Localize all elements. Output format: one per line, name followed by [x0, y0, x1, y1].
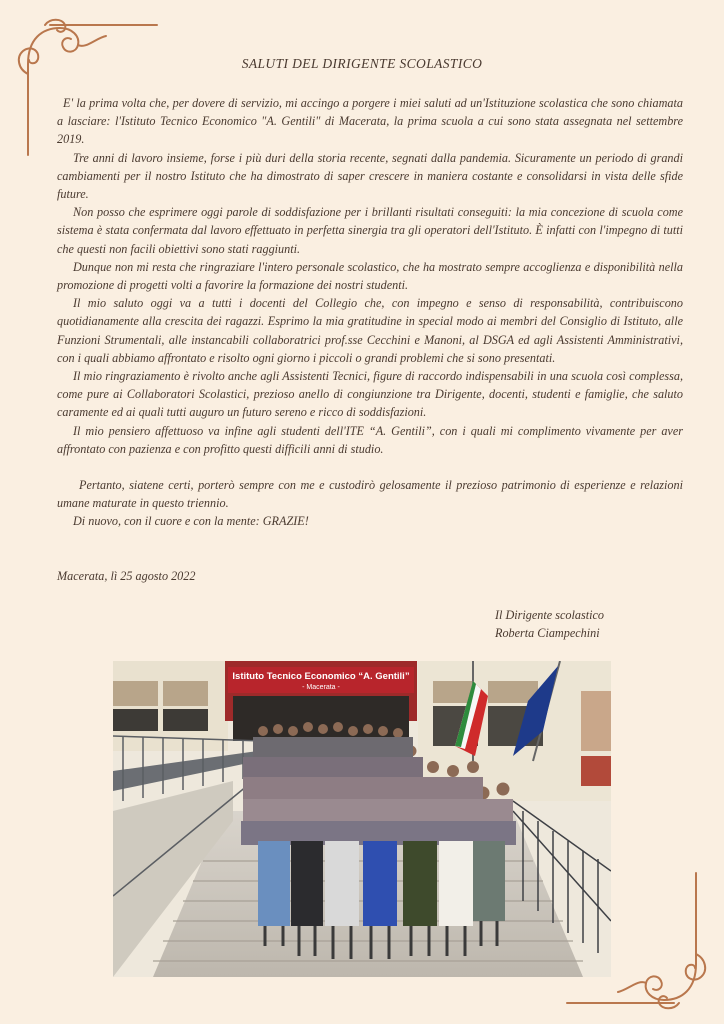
signature-block [495, 606, 604, 642]
paragraph: E' la prima volta che, per dovere di servizio, mi accingo a porgere i miei saluti ad un'Istituzione scolastica che sono chiamata a lasciare: l'Istituto Tecnico Economico "A. Gentili" di Macerata, la prima scuola a cui sono stata assegnata nel settembre 2019. [57, 96, 683, 147]
page-title: SALUTI DEL DIRIGENTE SCOLASTICO [241, 56, 483, 71]
paragraph: Pertanto, siatene certi, porterò sempre con me e custodirò gelosamente il prezioso patrimonio di esperienze e relazioni umane maturate in questo triennio. [57, 478, 683, 511]
letter-date: Macerata, lì 25 agosto 2022 [57, 569, 196, 583]
paragraph: Non posso che esprimere oggi parole di soddisfazione per i brillanti risultati conseguiti: la mia concezione di scuola come sistema è stata confermata dal lavoro effettuato in perfetta sinergia tra gli operatori dell'Istituto. È infatti con l'impegno di tutti che questi non facili obiettivi sono stati raggiunti. [57, 205, 683, 256]
signature-role: Il Dirigente scolastico [495, 608, 604, 622]
paragraph: Il mio ringraziamento è rivolto anche agli Assistenti Tecnici, figure di raccordo indispensabili in una scuola così complessa, come pure ai Collaboratori Scolastici, prezioso anello di congiunzione tra Dirigente, docenti, studenti e famiglie, che saluto caramente ed ai quali tutti auguro un futuro sereno e ricco di soddisfazioni. [57, 369, 683, 420]
paragraph: Tre anni di lavoro insieme, forse i più duri della storia recente, segnati dalla pandemia. Sicuramente un periodo di grandi cambiamenti per il nostro Istituto che ha dimostrato di saper crescere in maniera costante e consolidarsi in vista delle sfide future. [57, 150, 683, 202]
paragraph: Di nuovo, con il cuore e con la mente: GRAZIE! [73, 514, 309, 529]
paragraph: Dunque non mi resta che ringraziare l'intero personale scolastico, che ha mostrato sempre accoglienza e disponibilità nella promozione di progetti volti a favorire la formazione dei nostri studenti. [57, 259, 683, 293]
group-photo [113, 661, 611, 977]
paragraph: Il mio pensiero affettuoso va infine agli studenti dell'ITE “A. Gentili”, con i quali mi complimento vivamente per aver affrontato con pazienza e con profitto questi difficili anni di studio. [57, 423, 683, 456]
letter-body [57, 94, 683, 531]
group-photo-illustration [113, 661, 611, 977]
paragraph: Il mio saluto oggi va a tutti i docenti del Collegio che, con impegno e senso di responsabilità, contribuiscono quotidianamente alla crescita dei ragazzi. Esprimo la mia gratitudine in special modo ai membri del Consiglio di Istituto, alle Funzioni Strumentali, alle instancabili collaboratrici prof.sse Cecchini e Manoni, al DSGA ed agli Assistenti Amministrativi, con i quali abbiamo affrontato e risolto ogni giorno i piccoli o grandi problemi che si sono presentati. [57, 296, 683, 365]
school-sign-line1: Istituto Tecnico Economico “A. Gentili” [232, 671, 410, 682]
signature-name: Roberta Ciampechini [495, 626, 600, 640]
school-sign-line2: - Macerata - [302, 684, 340, 691]
